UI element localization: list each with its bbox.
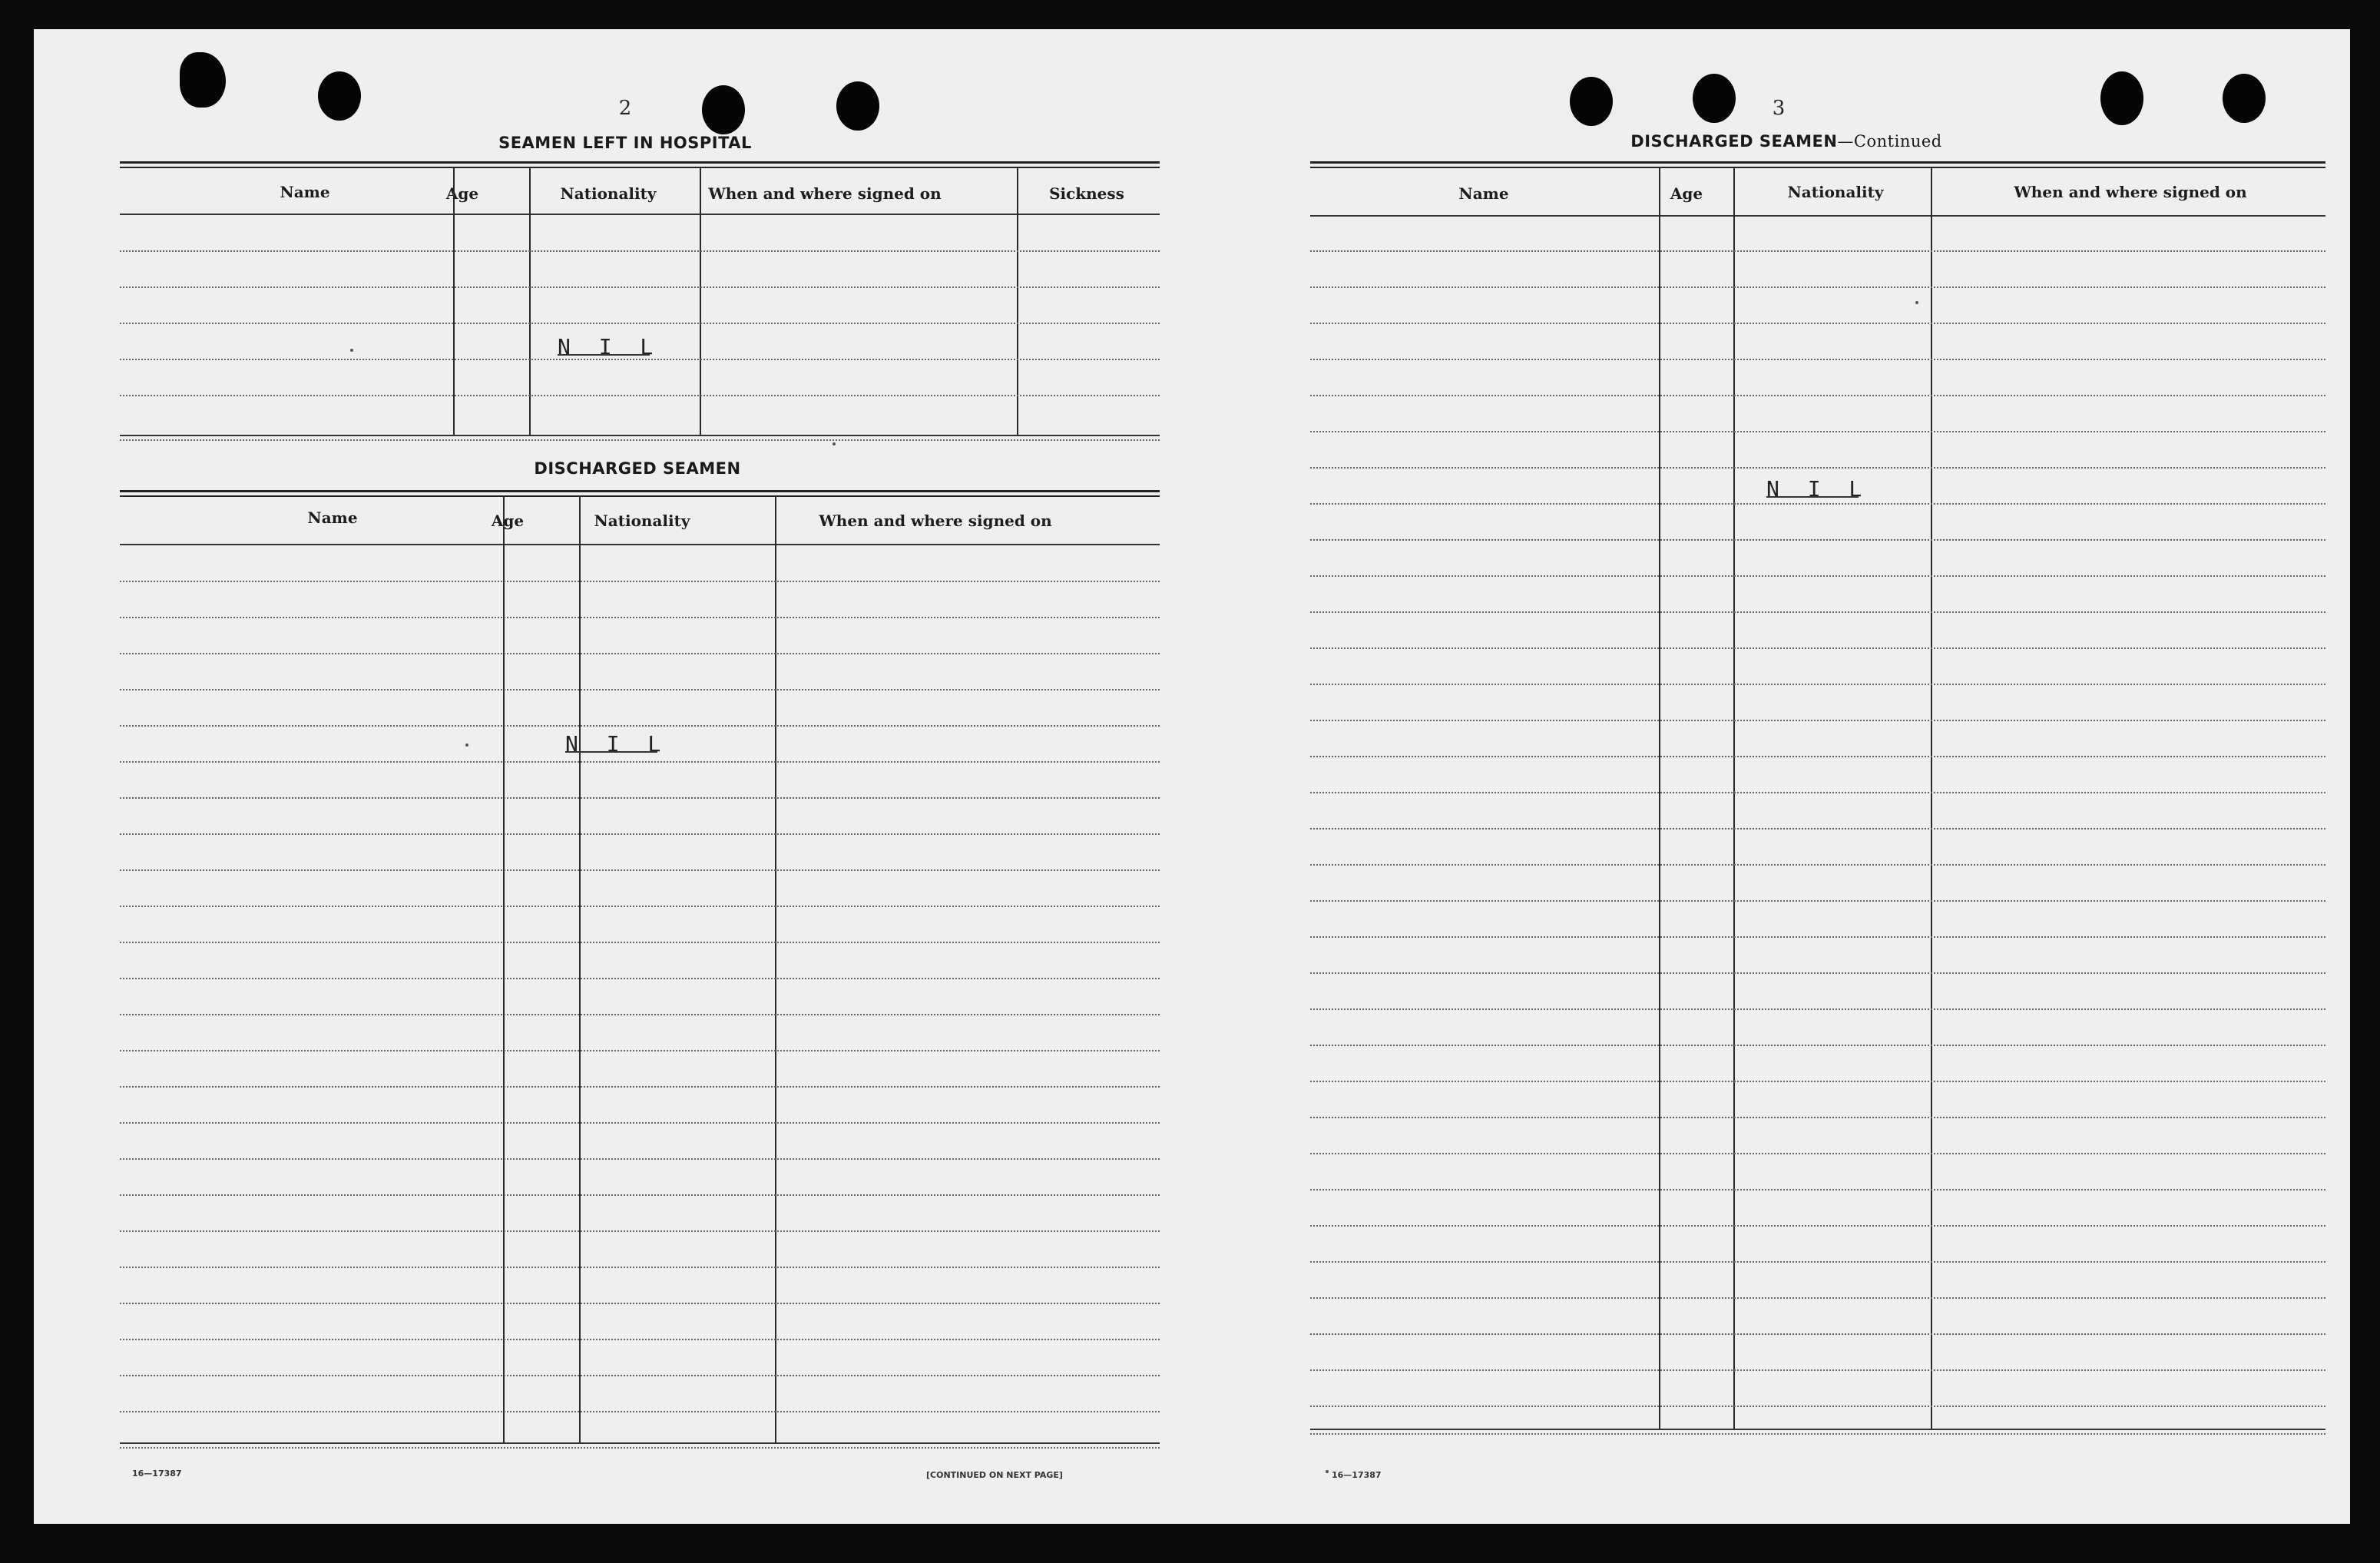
col-divider — [775, 496, 776, 1442]
row-line — [1310, 900, 2325, 902]
row-line — [1310, 1045, 2325, 1046]
row-line — [1310, 936, 2325, 938]
header-rule — [120, 544, 1160, 545]
row-line — [1310, 1369, 2325, 1371]
row-line — [1310, 828, 2325, 830]
scan-speck — [465, 743, 468, 747]
row-line — [120, 1303, 1160, 1304]
punch-hole — [1570, 77, 1613, 126]
row-line — [120, 1122, 1160, 1124]
top-rule — [120, 161, 1160, 168]
row-line — [120, 286, 1160, 288]
section-title-suffix: —Continued — [1837, 132, 1942, 151]
discharged-nil-entry: N I L — [1766, 476, 1870, 502]
discharged-continued-table — [1310, 161, 2325, 1482]
row-line — [120, 942, 1160, 943]
bottom-rule-dotted — [120, 1447, 1160, 1449]
col-sickness: Sickness — [1049, 184, 1124, 203]
punch-hole — [2100, 71, 2143, 125]
bottom-rule — [120, 435, 1160, 436]
hospital-section-title: SEAMEN LEFT IN HOSPITAL — [498, 134, 752, 152]
discharged-section-title: DISCHARGED SEAMEN — [534, 459, 741, 478]
top-rule — [120, 490, 1160, 497]
page-number: 2 — [618, 97, 632, 120]
row-line — [1310, 611, 2325, 613]
row-line — [1310, 972, 2325, 974]
col-age: Age — [491, 512, 525, 530]
punch-hole — [2223, 74, 2266, 123]
punch-hole — [702, 85, 745, 134]
row-line — [1310, 1333, 2325, 1335]
row-line — [1310, 647, 2325, 649]
row-line — [1310, 575, 2325, 577]
top-rule — [1310, 161, 2325, 168]
scan-speck — [1326, 1470, 1329, 1473]
row-line — [1310, 539, 2325, 541]
punch-hole — [318, 71, 361, 121]
header-rule — [120, 214, 1160, 215]
row-line — [1310, 467, 2325, 469]
row-line — [120, 689, 1160, 690]
row-line — [1310, 864, 2325, 866]
col-divider — [1733, 167, 1735, 1429]
col-name: Name — [307, 508, 358, 527]
row-line — [120, 978, 1160, 979]
discharged-continued-title — [1630, 132, 1941, 151]
form-code: 16—17387 — [132, 1469, 182, 1479]
row-line — [120, 1267, 1160, 1268]
row-line — [120, 833, 1160, 835]
col-age: Age — [445, 184, 479, 203]
row-line — [1310, 1153, 2325, 1154]
row-line — [120, 395, 1160, 396]
row-line — [1310, 1261, 2325, 1263]
row-line — [1310, 720, 2325, 721]
bottom-rule — [1310, 1429, 2325, 1430]
page-number: 3 — [1772, 97, 1786, 120]
row-line — [120, 1194, 1160, 1196]
row-line — [120, 1375, 1160, 1376]
row-line — [120, 1086, 1160, 1088]
row-line — [1310, 250, 2325, 252]
row-line — [120, 359, 1160, 360]
col-nationality: Nationality — [1787, 183, 1884, 201]
row-line — [1310, 1081, 2325, 1082]
row-line — [1310, 1225, 2325, 1227]
col-nationality: Nationality — [594, 512, 690, 530]
row-line — [1310, 756, 2325, 757]
row-line — [1310, 395, 2325, 396]
row-line — [1310, 1008, 2325, 1010]
row-line — [1310, 1297, 2325, 1299]
row-line — [1310, 684, 2325, 685]
bottom-rule-dotted — [1310, 1433, 2325, 1435]
row-line — [1310, 1117, 2325, 1118]
row-line — [120, 869, 1160, 871]
col-signed-on: When and where signed on — [708, 184, 942, 203]
col-divider — [1931, 167, 1932, 1429]
scan-speck — [833, 442, 836, 445]
row-line — [120, 1230, 1160, 1232]
col-name: Name — [1458, 184, 1509, 203]
row-line — [1310, 286, 2325, 288]
row-line — [120, 653, 1160, 654]
section-title-main: DISCHARGED SEAMEN — [1630, 132, 1838, 151]
row-line — [120, 761, 1160, 763]
punch-hole — [836, 81, 879, 131]
row-line — [1310, 503, 2325, 505]
discharged-table — [120, 490, 1160, 1473]
row-line — [1310, 323, 2325, 324]
form-code: 16—17387 — [1332, 1470, 1382, 1480]
bottom-rule — [120, 1442, 1160, 1444]
row-line — [120, 250, 1160, 252]
row-line — [1310, 1406, 2325, 1407]
row-line — [120, 725, 1160, 727]
row-line — [120, 906, 1160, 907]
row-line — [1310, 359, 2325, 360]
hospital-table — [120, 161, 1160, 472]
scanned-form-spread — [34, 29, 2350, 1524]
hospital-nil-entry: N I L — [558, 334, 661, 359]
row-line — [120, 1411, 1160, 1412]
row-line — [120, 323, 1160, 324]
row-line — [120, 1014, 1160, 1015]
left-page — [34, 29, 1186, 1524]
right-page — [1232, 29, 2350, 1524]
row-line — [1310, 792, 2325, 793]
row-line — [120, 581, 1160, 582]
col-divider — [503, 496, 505, 1442]
row-line — [1310, 1189, 2325, 1190]
scan-speck — [350, 349, 353, 352]
col-signed-on: When and where signed on — [2014, 183, 2247, 201]
row-line — [120, 797, 1160, 799]
row-line — [120, 1339, 1160, 1340]
row-line — [1310, 431, 2325, 432]
col-nationality: Nationality — [560, 184, 657, 203]
row-line — [120, 1158, 1160, 1160]
col-name: Name — [280, 183, 330, 201]
punch-hole — [1693, 74, 1736, 123]
row-line — [120, 1050, 1160, 1051]
row-line — [120, 617, 1160, 618]
continued-note: [CONTINUED ON NEXT PAGE] — [926, 1470, 1063, 1480]
bottom-rule-dotted — [120, 439, 1160, 441]
punch-hole — [180, 52, 226, 108]
header-rule — [1310, 215, 2325, 217]
col-signed-on: When and where signed on — [819, 512, 1052, 530]
scan-speck — [1915, 301, 1918, 304]
col-divider — [1659, 167, 1660, 1429]
col-divider — [579, 496, 581, 1442]
discharged-nil-entry: N I L — [565, 731, 669, 757]
col-age: Age — [1670, 184, 1703, 203]
